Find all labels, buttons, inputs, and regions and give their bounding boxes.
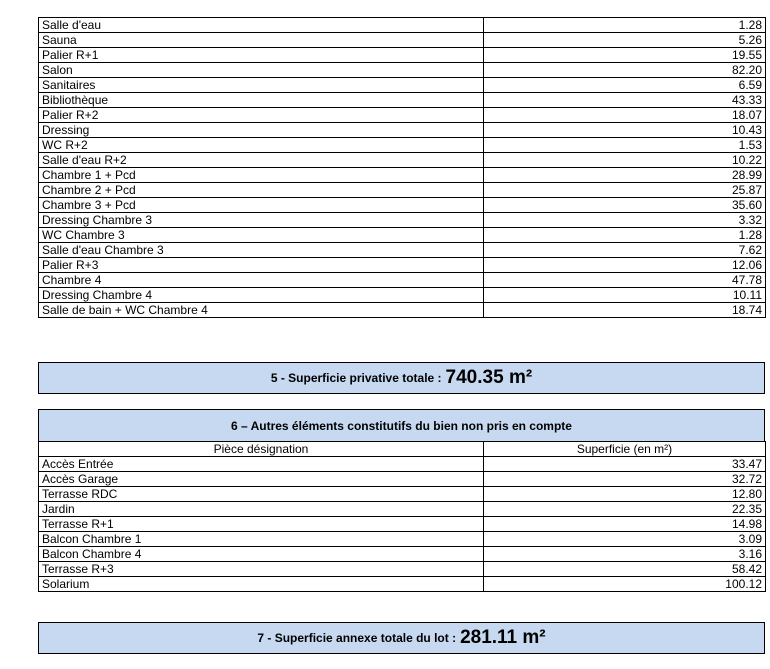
row-name: Dressing Chambre 4: [39, 288, 484, 303]
other-elements-table: [38, 441, 766, 592]
row-area: 10.11: [484, 288, 766, 303]
row-name: Dressing Chambre 3: [39, 213, 484, 228]
table-row: [39, 18, 766, 33]
table-row: [39, 63, 766, 78]
table-row: [39, 48, 766, 63]
row-area: 1.28: [484, 18, 766, 33]
table-row: [39, 273, 766, 288]
row-area: 14.98: [484, 517, 766, 532]
row-name: Sauna: [39, 33, 484, 48]
section6-title: [38, 409, 765, 442]
table-row: [39, 33, 766, 48]
table-row: [39, 517, 766, 532]
table-row: [39, 123, 766, 138]
table-row: [39, 457, 766, 472]
table-row: [39, 108, 766, 123]
table-row: [39, 502, 766, 517]
row-area: 10.22: [484, 153, 766, 168]
row-area: 82.20: [484, 63, 766, 78]
row-name: Chambre 1 + Pcd: [39, 168, 484, 183]
row-name: WC R+2: [39, 138, 484, 153]
table-row: [39, 138, 766, 153]
table-row: [39, 258, 766, 273]
row-area: 10.43: [484, 123, 766, 138]
row-area: 1.53: [484, 138, 766, 153]
row-area: 35.60: [484, 198, 766, 213]
row-area: 3.16: [484, 547, 766, 562]
row-area: 25.87: [484, 183, 766, 198]
col-header-name: Pièce désignation: [39, 442, 484, 457]
table-row: [39, 562, 766, 577]
row-name: Chambre 3 + Pcd: [39, 198, 484, 213]
row-name: Balcon Chambre 4: [39, 547, 484, 562]
row-name: Salle d'eau: [39, 18, 484, 33]
row-area: 32.72: [484, 472, 766, 487]
row-name: Palier R+2: [39, 108, 484, 123]
row-area: 5.26: [484, 33, 766, 48]
row-name: WC Chambre 3: [39, 228, 484, 243]
table-row: [39, 198, 766, 213]
row-area: 1.28: [484, 228, 766, 243]
total-private-box: [38, 362, 765, 394]
row-name: Palier R+1: [39, 48, 484, 63]
section6-title-text: 6 – Autres éléments constitutifs du bien non pris en compte: [231, 418, 572, 433]
row-name: Dressing: [39, 123, 484, 138]
column-header-row: [39, 442, 766, 457]
row-area: 12.80: [484, 487, 766, 502]
total-private-label: 5 - Superficie privative totale :: [270, 371, 442, 385]
table-row: [39, 487, 766, 502]
table-row: [39, 183, 766, 198]
row-area: 12.06: [484, 258, 766, 273]
row-name: Terrasse R+3: [39, 562, 484, 577]
table-row: [39, 577, 766, 592]
table-row: [39, 547, 766, 562]
row-name: Salle d'eau Chambre 3: [39, 243, 484, 258]
row-name: Solarium: [39, 577, 484, 592]
table-row: [39, 288, 766, 303]
table-row: [39, 243, 766, 258]
table-row: [39, 153, 766, 168]
table-row: [39, 303, 766, 318]
row-area: 58.42: [484, 562, 766, 577]
row-area: 33.47: [484, 457, 766, 472]
row-name: Terrasse RDC: [39, 487, 484, 502]
row-area: 18.07: [484, 108, 766, 123]
row-area: 6.59: [484, 78, 766, 93]
row-area: 100.12: [484, 577, 766, 592]
row-area: 18.74: [484, 303, 766, 318]
total-private-value: 740.35 m²: [445, 367, 533, 388]
row-area: 3.32: [484, 213, 766, 228]
total-annex-box: [38, 622, 765, 654]
row-area: 43.33: [484, 93, 766, 108]
row-name: Accès Entrée: [39, 457, 484, 472]
row-area: 28.99: [484, 168, 766, 183]
row-area: 47.78: [484, 273, 766, 288]
row-name: Palier R+3: [39, 258, 484, 273]
row-name: Salle d'eau R+2: [39, 153, 484, 168]
row-name: Jardin: [39, 502, 484, 517]
row-name: Salle de bain + WC Chambre 4: [39, 303, 484, 318]
row-area: 22.35: [484, 502, 766, 517]
table-row: [39, 532, 766, 547]
row-name: Salon: [39, 63, 484, 78]
row-name: Terrasse R+1: [39, 517, 484, 532]
col-header-area: Superficie (en m²): [484, 442, 766, 457]
rooms-table: [38, 17, 766, 318]
table-row: [39, 228, 766, 243]
row-name: Balcon Chambre 1: [39, 532, 484, 547]
table-row: [39, 472, 766, 487]
total-annex-value: 281.11 m²: [460, 627, 546, 648]
row-name: Chambre 2 + Pcd: [39, 183, 484, 198]
row-name: Accès Garage: [39, 472, 484, 487]
row-area: 7.62: [484, 243, 766, 258]
table-row: [39, 213, 766, 228]
row-area: 19.55: [484, 48, 766, 63]
table-row: [39, 93, 766, 108]
row-name: Bibliothèque: [39, 93, 484, 108]
total-annex-label: 7 - Superficie annexe totale du lot :: [257, 631, 457, 645]
row-area: 3.09: [484, 532, 766, 547]
table-row: [39, 168, 766, 183]
row-name: Sanitaires: [39, 78, 484, 93]
row-name: Chambre 4: [39, 273, 484, 288]
table-row: [39, 78, 766, 93]
